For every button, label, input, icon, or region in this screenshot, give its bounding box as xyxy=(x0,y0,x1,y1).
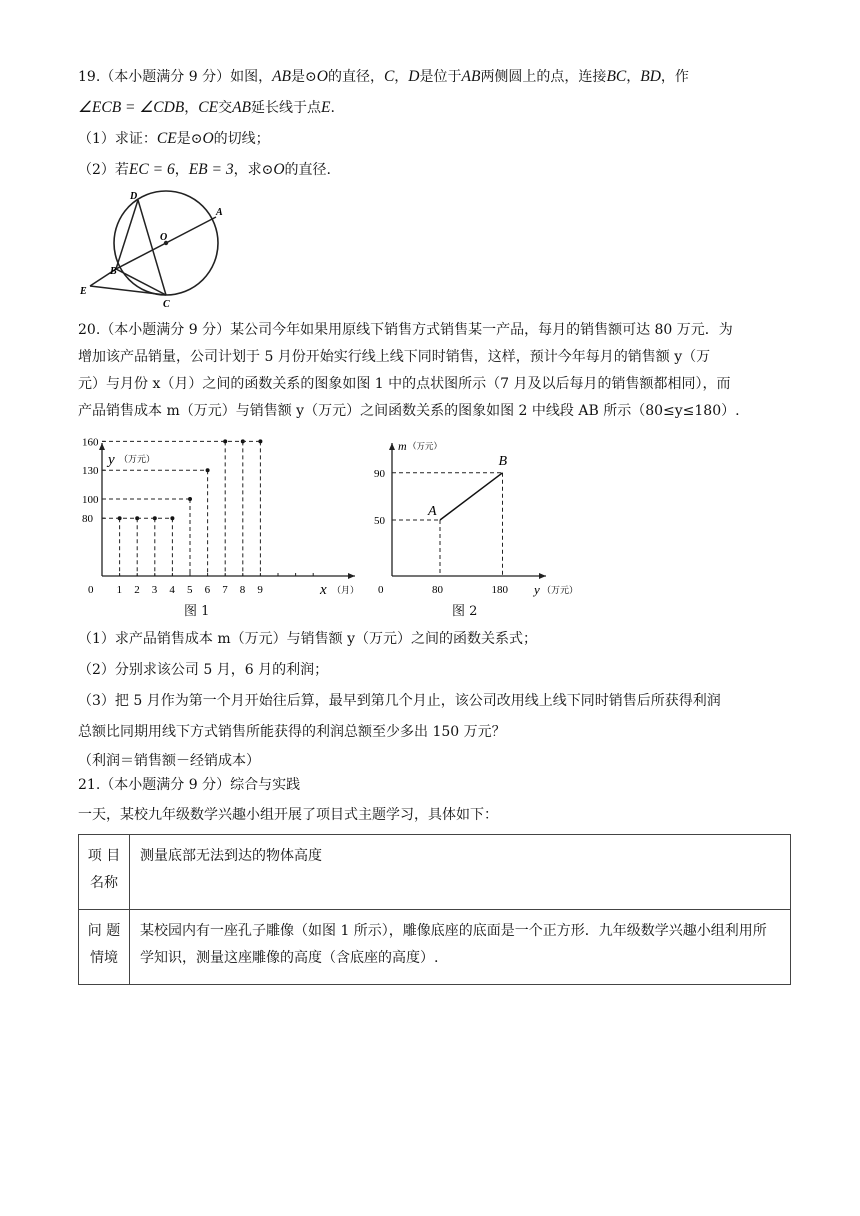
x-tick-label: 180 xyxy=(491,584,508,596)
figure-1-chart xyxy=(80,438,360,598)
project-table xyxy=(78,834,791,985)
q21-intro: 一天，某校九年级数学兴趣小组开展了项目式主题学习，具体如下： xyxy=(78,807,498,823)
q20-sub: （利润＝销售额－经销成本） xyxy=(78,753,260,769)
y-tick-label: 130 xyxy=(82,465,99,478)
q21-title: 21.（本小题满分 9 分）综合与实践 xyxy=(78,777,301,793)
x-axis-label: y xyxy=(534,582,540,597)
y-axis-unit: （万元） xyxy=(119,454,156,464)
header-text: 项 目 名称 xyxy=(87,848,121,891)
q20-text xyxy=(78,317,790,425)
x-tick-label: 5 xyxy=(187,584,193,596)
data-point xyxy=(206,468,210,472)
header-text: 问 题 情境 xyxy=(87,923,121,966)
x-tick-label: 8 xyxy=(239,584,246,596)
label-c: C xyxy=(163,299,170,308)
line-dc xyxy=(138,200,166,295)
x-tick-label: 2 xyxy=(134,584,140,596)
row-content: 某校园内有一座孔子雕像（如图 1 所示），雕像底座的底面是一个正方形．九年级数学兴趣小组利用所学知识，测量这座雕像的高度（含底座的高度）. xyxy=(130,910,791,985)
q19-sub1: （1）求证：CE是⊙O的切线； xyxy=(78,130,270,147)
x-axis-label: x xyxy=(320,582,327,598)
line-ec xyxy=(90,286,166,295)
y-tick-label: 160 xyxy=(82,438,99,449)
label-e: E xyxy=(80,286,87,297)
q19-sub2: （2）若EC = 6，EB = 3，求⊙O的直径. xyxy=(78,161,331,178)
x-tick-label: 9 xyxy=(257,584,263,596)
x-tick-label: 1 xyxy=(116,584,123,596)
row-content: 测量底部无法到达的物体高度 xyxy=(130,835,791,910)
row-header xyxy=(79,910,130,985)
q20-line: 产品销售成本 m（万元）与销售额 y（万元）之间函数关系的图象如图 2 中线段 AB 所示（80≤y≤180）. xyxy=(78,403,740,419)
q20-line: 元）与月份 x（月）之间的函数关系的图象如图 1 中的点状图所示（7 月及以后每月的销售额都相同），而 xyxy=(78,376,731,392)
x-tick-label: 7 xyxy=(222,584,228,596)
figure-2-caption: 图 2 xyxy=(452,604,478,619)
fig2-x-arrow xyxy=(539,573,546,579)
x-tick-label: 4 xyxy=(169,584,175,596)
fig1-x-arrow xyxy=(348,573,355,579)
q20-sub: （3）把 5 月作为第一个月开始往后算，最早到第几个月止，该公司改用线上线下同时销售后所获得利润 xyxy=(78,693,721,709)
q20-line: 增加该产品销量，公司计划于 5 月份开始实行线上线下同时销售，这样，预计今年每月的销售额 y（万 xyxy=(78,349,711,365)
line-bc xyxy=(116,269,166,295)
circle-diagram xyxy=(76,186,246,308)
label-o: O xyxy=(160,232,168,243)
label-d: D xyxy=(130,191,138,202)
x-axis-unit: （万元） xyxy=(542,585,579,595)
figure-2-chart xyxy=(372,438,592,598)
label-b: B xyxy=(110,266,117,277)
q19-line1: 19.（本小题满分 9 分）如图，AB是⊙O的直径，C，D是位于AB两侧圆上的点，连接BC，BD，作 xyxy=(78,68,689,85)
segment-ab xyxy=(440,473,503,520)
y-axis-unit: （万元） xyxy=(408,441,443,451)
fig2-y-arrow xyxy=(389,443,395,450)
fig1-y-arrow xyxy=(99,443,105,450)
q20-sub: 总额比同期用线下方式销售所能获得的利润总额至少多出 150 万元？ xyxy=(78,724,506,740)
x-tick-label: 0 xyxy=(378,584,384,596)
y-tick-label: 50 xyxy=(374,515,385,527)
q20-sub: （1）求产品销售成本 m（万元）与销售额 y（万元）之间的函数关系式； xyxy=(78,631,537,647)
row-header xyxy=(79,835,130,910)
q20-sub: （2）分别求该公司 5 月，6 月的利润； xyxy=(78,662,329,678)
point-label-a: A xyxy=(428,504,437,519)
q20-subquestions xyxy=(78,624,790,774)
q19-line2: ∠ECB = ∠CDB，CE交AB延长线于点E. xyxy=(78,99,335,116)
x-axis-unit: （月） xyxy=(332,585,360,595)
x-tick-label: 0 xyxy=(88,584,94,596)
y-tick-label: 90 xyxy=(374,467,385,480)
label-a: A xyxy=(216,207,223,218)
y-tick-label: 100 xyxy=(82,494,99,506)
y-axis-label: m xyxy=(398,439,407,453)
point-label-b: B xyxy=(498,453,508,469)
x-tick-label: 80 xyxy=(432,584,443,596)
x-tick-label: 3 xyxy=(151,584,158,596)
table-row xyxy=(79,910,791,985)
table-row xyxy=(79,835,791,910)
y-axis-label: y xyxy=(108,452,115,468)
y-tick-label: 80 xyxy=(82,513,93,526)
figure-1-caption: 图 1 xyxy=(184,604,210,619)
x-tick-label: 6 xyxy=(204,584,211,596)
q20-line: 20.（本小题满分 9 分）某公司今年如果用原线下销售方式销售某一产品，每月的销售额可达 80 万元．为 xyxy=(78,322,733,338)
